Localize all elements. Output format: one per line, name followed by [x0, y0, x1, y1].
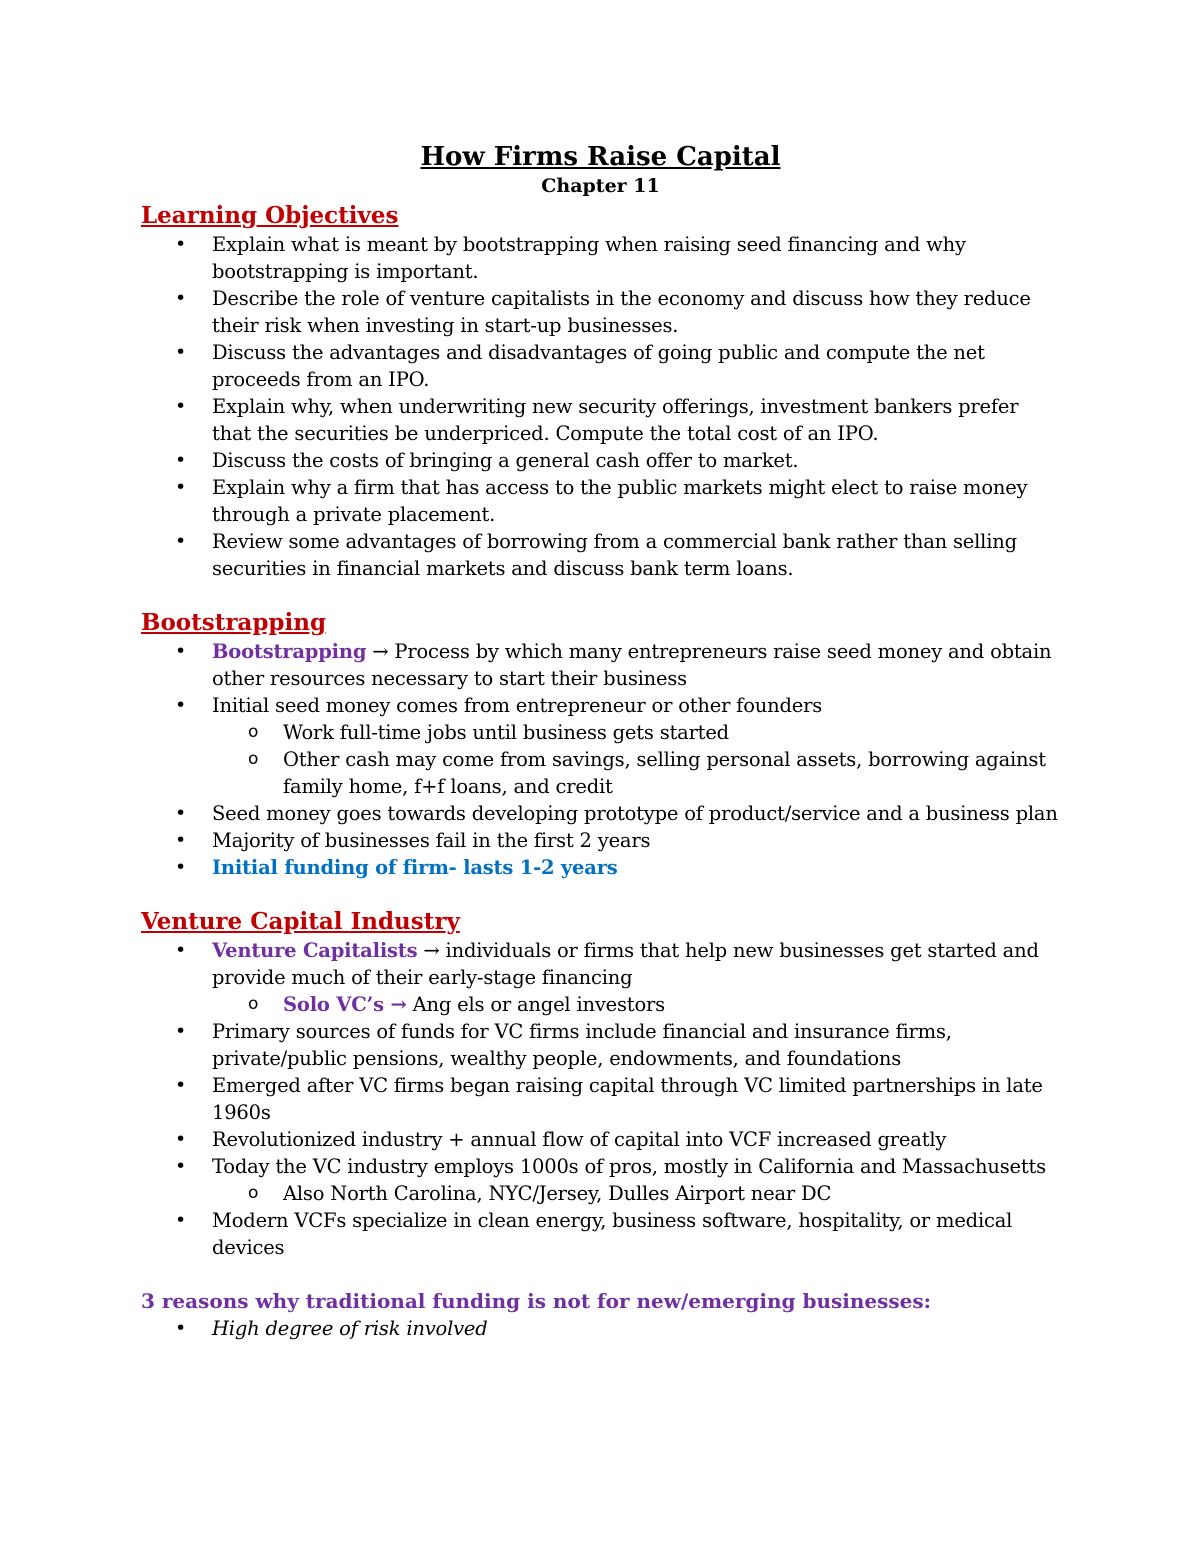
spacer	[141, 881, 1060, 907]
bullet-icon: •	[175, 395, 187, 417]
sub-list-item-text: Ang els or angel investors	[406, 993, 665, 1016]
bullet-icon: •	[175, 530, 187, 552]
bullet-icon: •	[175, 829, 187, 851]
sub-list-item	[212, 719, 1060, 746]
heading-learning-objectives: Learning Objectives	[141, 202, 399, 229]
list-item-text: Explain what is meant by bootstrapping when raising seed financing and why bootstrapping is important.	[212, 233, 966, 283]
bullet-icon: •	[175, 1128, 187, 1150]
list-item	[141, 1072, 1060, 1126]
bullet-icon: •	[175, 1074, 187, 1096]
sub-list-item	[212, 746, 1060, 800]
list-item	[141, 1126, 1060, 1153]
highlight-text: Initial funding of firm- lasts 1-2 years	[212, 856, 618, 879]
bullet-icon: •	[175, 1209, 187, 1231]
list-item	[141, 231, 1060, 285]
bullet-icon: •	[175, 856, 187, 878]
list-item	[141, 1315, 1060, 1342]
vc-industry-list	[141, 937, 1060, 1261]
bullet-icon: •	[175, 449, 187, 471]
sub-list-item	[212, 1180, 1060, 1207]
sub-list-item	[212, 991, 1060, 1018]
sub-list-item-text: Also North Carolina, NYC/Jersey, Dulles Airport near DC	[283, 1182, 832, 1205]
list-item-text: Discuss the advantages and disadvantages of going public and compute the net proceeds from an IPO.	[212, 341, 985, 391]
list-item	[141, 1153, 1060, 1207]
bullet-icon: •	[175, 1317, 187, 1339]
bullet-icon: •	[175, 802, 187, 824]
list-item	[141, 474, 1060, 528]
page-subtitle: Chapter 11	[541, 175, 660, 197]
list-item-text: Revolutionized industry + annual flow of capital into VCF increased greatly	[212, 1128, 947, 1151]
term-solo-vcs: Solo VC’s →	[283, 993, 407, 1016]
page-title: How Firms Raise Capital	[420, 142, 781, 172]
list-item-text: → individuals or firms that help new businesses get started and provide much of their early-stage financing	[212, 939, 1039, 989]
list-item	[141, 528, 1060, 582]
list-item	[141, 692, 1060, 800]
spacer	[141, 582, 1060, 608]
list-item	[141, 937, 1060, 1018]
sub-list-item-text: Work full-time jobs until business gets started	[283, 721, 729, 744]
bullet-icon: •	[175, 476, 187, 498]
list-item-text: Today the VC industry employs 1000s of pros, mostly in California and Massachusetts	[212, 1155, 1046, 1178]
list-item	[141, 447, 1060, 474]
list-item-text: Majority of businesses fail in the first 2 years	[212, 829, 651, 852]
list-item-text: Review some advantages of borrowing from a commercial bank rather than selling securities in financial markets and discuss bank term loans.	[212, 530, 1017, 580]
list-item-text: Discuss the costs of bringing a general cash offer to market.	[212, 449, 799, 472]
reasons-list	[141, 1315, 1060, 1342]
bullet-icon: •	[175, 287, 187, 309]
list-item	[141, 854, 1060, 881]
list-item	[141, 393, 1060, 447]
bullet-icon: •	[175, 640, 187, 662]
list-item-text: Describe the role of venture capitalists in the economy and discuss how they reduce their risk when investing in start-up businesses.	[212, 287, 1031, 337]
sub-bullet-icon: o	[248, 749, 259, 769]
list-item	[141, 1207, 1060, 1261]
heading-bootstrapping: Bootstrapping	[141, 609, 327, 636]
sub-list-item-text: Other cash may come from savings, selling personal assets, borrowing against family home, f+f loans, and credit	[283, 748, 1046, 798]
list-item	[141, 800, 1060, 827]
heading-venture-capital-industry: Venture Capital Industry	[141, 908, 460, 935]
list-item	[141, 285, 1060, 339]
sub-list	[212, 991, 1060, 1018]
bullet-icon: •	[175, 341, 187, 363]
sub-bullet-icon: o	[248, 1183, 259, 1203]
list-item-text: Seed money goes towards developing prototype of product/service and a business plan	[212, 802, 1058, 825]
learning-objectives-list	[141, 231, 1060, 582]
bullet-icon: •	[175, 1020, 187, 1042]
bullet-icon: •	[175, 233, 187, 255]
list-item	[141, 1018, 1060, 1072]
list-item-text: Explain why, when underwriting new security offerings, investment bankers prefer that the securities be underpriced. Compute the total cost of an IPO.	[212, 395, 1019, 445]
list-item-text: Modern VCFs specialize in clean energy, business software, hospitality, or medical devices	[212, 1209, 1013, 1259]
bullet-icon: •	[175, 694, 187, 716]
list-item-text: High degree of risk involved	[212, 1317, 488, 1340]
spacer	[141, 1261, 1060, 1287]
heading-three-reasons: 3 reasons why traditional funding is not for new/emerging businesses:	[141, 1289, 931, 1313]
list-item-text: Emerged after VC firms began raising capital through VC limited partnerships in late 1960s	[212, 1074, 1043, 1124]
list-item-text: Initial seed money comes from entrepreneur or other founders	[212, 694, 823, 717]
term-bootstrapping: Bootstrapping	[212, 640, 367, 663]
sub-bullet-icon: o	[248, 722, 259, 742]
list-item	[141, 638, 1060, 692]
list-item	[141, 827, 1060, 854]
sub-bullet-icon: o	[248, 994, 259, 1014]
list-item-text: → Process by which many entrepreneurs raise seed money and obtain other resources necessary to start their business	[212, 640, 1052, 690]
bootstrapping-list	[141, 638, 1060, 881]
bullet-icon: •	[175, 939, 187, 961]
sub-list	[212, 719, 1060, 800]
sub-list	[212, 1180, 1060, 1207]
bullet-icon: •	[175, 1155, 187, 1177]
list-item-text: Primary sources of funds for VC firms include financial and insurance firms, private/public pensions, wealthy people, endowments, and foundations	[212, 1020, 952, 1070]
term-venture-capitalists: Venture Capitalists	[212, 939, 418, 962]
list-item-text: Explain why a firm that has access to the public markets might elect to raise money through a private placement.	[212, 476, 1028, 526]
list-item	[141, 339, 1060, 393]
